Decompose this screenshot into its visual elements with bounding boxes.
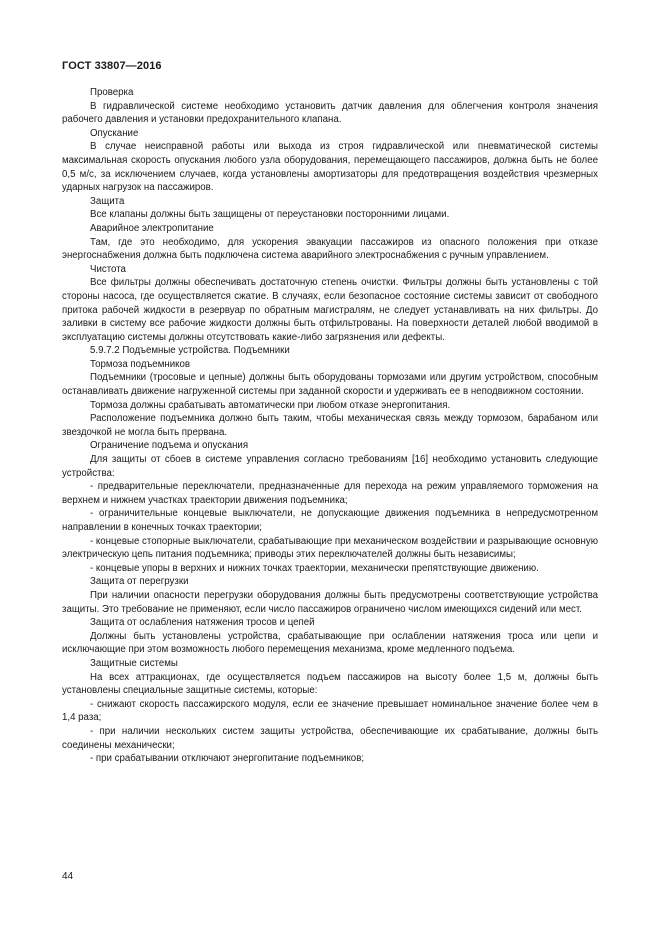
section-heading: Тормоза подъемников xyxy=(90,358,191,370)
section-heading: 5.9.7.2 Подъемные устройства. Подъемники xyxy=(90,345,290,357)
paragraph: Все фильтры должны обеспечивать достаточную степень очистки. Фильтры должны быть установлены с той стороны насоса, где осуществляется сжатие. В случаях, если безопасное состояние системы зависит от свободного притока рабочей жидкости в резервуар по обратным магистралям, не следует устанавливать на них фильтры. До заливки в систему все рабочие жидкости должны быть отфильтрованы. На поверхности деталей любой вводимой в эксплуатацию системы должны отсутствовать какие-либо загрязнения или дефекты. xyxy=(62,277,598,343)
paragraph: При наличии опасности перегрузки оборудования должны быть предусмотрены соответствующие устройства защиты. Это требование не применяют, если число пассажиров ограничено числом имеющихся сидений или мест. xyxy=(62,589,598,615)
section-heading: Чистота xyxy=(90,263,126,275)
paragraph: - снижают скорость пассажирского модуля, если ее значение превышает номинальное значение более чем в 1,4 раза; xyxy=(62,698,598,724)
section-heading: Защита xyxy=(90,195,125,207)
paragraph: - предварительные переключатели, предназначенные для перехода на режим управляемого торможения на верхнем и нижнем участках траектории движения подъемника; xyxy=(62,481,598,506)
paragraph: Там, где это необходимо, для ускорения эвакуации пассажиров из опасного положения при отказе энергоснабжения должна быть подключена система аварийного электроснабжения с ручным управлением. xyxy=(62,236,598,262)
paragraph: На всех аттракционах, где осуществляется подъем пассажиров на высоту более 1,5 м, должны быть установлены специальные защитные системы, которые: xyxy=(62,671,598,697)
paragraph: - концевые стопорные выключатели, срабатывающие при механическом воздействии и разрывающие основную электрическую цепь питания подъемника; приводы этих переключателей должны быть независимы; xyxy=(62,535,598,561)
paragraph: - ограничительные концевые выключатели, не допускающие движения подъемника в непредусмотренном направлении в конечных точках траектории; xyxy=(62,508,598,533)
paragraph: В гидравлической системе необходимо установить датчик давления для облегчения контроля значения рабочего давления и установки предохранительного клапана. xyxy=(62,100,598,126)
paragraph: Для защиты от сбоев в системе управления согласно требованиям [16] необходимо установить следующие устройства: xyxy=(62,454,598,479)
section-heading: Аварийное электропитание xyxy=(90,222,214,234)
paragraph: Тормоза должны срабатывать автоматически при любом отказе энергопитания. xyxy=(90,399,451,411)
paragraph: Должны быть установлены устройства, срабатывающие при ослаблении натяжения троса или цепи и исключающие при этом возможность любого перемещения механизма, кроме медленного подъема. xyxy=(62,630,598,656)
paragraph: Подъемники (тросовые и цепные) должны быть оборудованы тормозами или другим устройством, способным останавливать движение нагруженной системы при заданной скорости и удерживать ее в неподвижном состоянии. xyxy=(62,372,598,398)
section-heading: Защита от перегрузки xyxy=(90,576,189,588)
section-heading: Защита от ослабления натяжения тросов и цепей xyxy=(90,617,315,629)
document-header: ГОСТ 33807—2016 xyxy=(62,60,162,72)
paragraph: - при срабатывании отключают энергопитание подъемников; xyxy=(90,753,365,765)
paragraph: - концевые упоры в верхних и нижних точках траектории, механически препятствующие движению. xyxy=(90,562,539,574)
paragraph: - при наличии нескольких систем защиты устройства, обеспечивающие их срабатывание, должны быть соединены механически; xyxy=(62,725,598,751)
section-heading: Проверка xyxy=(90,87,134,98)
section-heading: Ограничение подъема и опускания xyxy=(90,440,249,452)
paragraph: В случае неисправной работы или выхода из строя гидравлической или пневматической системы максимальная скорость опускания любого узла оборудования, перемещающего пассажиров, должна быть не более 0,5 м/с, за исключением случаев, когда установлены амортизаторы для предотвращения воздействия чрезмерных ударных нагрузок на пассажиров. xyxy=(62,141,598,194)
section-heading: Опускание xyxy=(90,127,139,139)
document-body xyxy=(62,86,598,766)
paragraph: Все клапаны должны быть защищены от переустановки посторонними лицами. xyxy=(90,209,450,221)
paragraph: Расположение подъемника должно быть таким, чтобы механическая связь между тормозом, барабаном или звездочкой не могла быть прервана. xyxy=(62,413,598,438)
section-heading: Защитные системы xyxy=(90,657,178,669)
page-number: 44 xyxy=(62,871,74,882)
